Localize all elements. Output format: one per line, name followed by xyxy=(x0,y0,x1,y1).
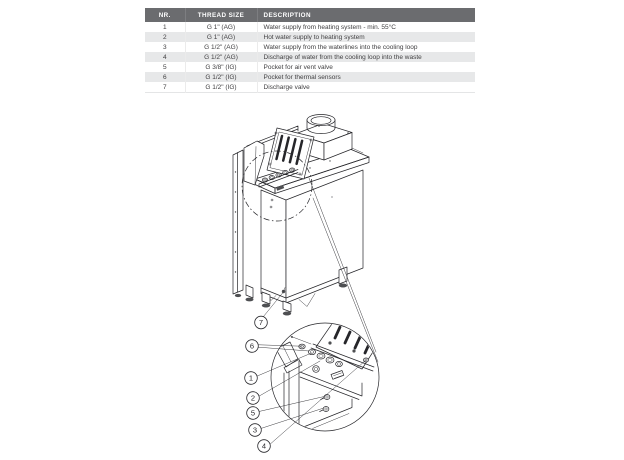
table-row xyxy=(145,42,475,52)
table-cell: Hot water supply to heating system xyxy=(263,33,365,41)
column-header-thread-size: THREAD SIZE xyxy=(185,8,257,22)
table-header-row xyxy=(145,8,475,22)
table-cell: 7 xyxy=(145,82,185,93)
table-cell: G 3/8" (IG) xyxy=(185,62,257,72)
table-cell: Water supply from the waterlines into the cooling loop xyxy=(263,43,418,51)
column-header-nr: NR. xyxy=(145,8,185,22)
callout-2-label: 2 xyxy=(250,393,256,403)
technical-drawing xyxy=(0,100,624,460)
table-row xyxy=(145,62,475,72)
callout-1-label: 1 xyxy=(248,373,254,383)
table-cell: G 1" (AG) xyxy=(185,32,257,42)
table-cell: G 1/2" (AG) xyxy=(185,52,257,62)
callout-5-label: 5 xyxy=(250,408,256,418)
table-cell: Water supply from heating system - min. 55°C xyxy=(263,23,396,31)
table-cell: Discharge of water from the cooling loop into the waste xyxy=(263,53,422,61)
table-cell: G 1/2" (AG) xyxy=(185,42,257,52)
table-row xyxy=(145,32,475,42)
main-unit-body xyxy=(255,149,369,307)
column-header-description: DESCRIPTION xyxy=(257,8,475,22)
table-cell: G 1/2" (IG) xyxy=(185,72,257,82)
callout-6-label: 6 xyxy=(249,341,255,351)
callout-4 xyxy=(258,440,271,453)
callout-4-label: 4 xyxy=(261,441,267,451)
table-cell: 5 xyxy=(145,62,185,72)
table-row xyxy=(145,72,475,82)
table-cell: Pocket for air vent valve xyxy=(263,63,333,71)
callout-5 xyxy=(247,407,260,420)
table-cell: 3 xyxy=(145,42,185,52)
table-body xyxy=(145,22,475,93)
detail-view xyxy=(271,318,380,432)
table-cell: Pocket for thermal sensors xyxy=(263,73,341,81)
callout-3-label: 3 xyxy=(252,425,258,435)
table-cell: G 1/2" (IG) xyxy=(185,82,257,93)
table-row xyxy=(145,52,475,62)
callout-3 xyxy=(249,424,262,437)
table-cell: Discharge valve xyxy=(263,83,310,91)
table-row xyxy=(145,22,475,32)
connections-table xyxy=(145,8,475,93)
table-cell: G 1" (AG) xyxy=(185,22,257,32)
callout-1 xyxy=(245,372,258,385)
table-cell: 1 xyxy=(145,22,185,32)
callout-7-label: 7 xyxy=(258,318,264,328)
callout-6 xyxy=(246,340,259,353)
table-cell: 2 xyxy=(145,32,185,42)
back-frame-rails xyxy=(233,150,243,297)
callout-2 xyxy=(247,392,260,405)
table-row xyxy=(145,82,475,93)
table-cell: 4 xyxy=(145,52,185,62)
callout-7 xyxy=(255,316,268,329)
table-cell: 6 xyxy=(145,72,185,82)
